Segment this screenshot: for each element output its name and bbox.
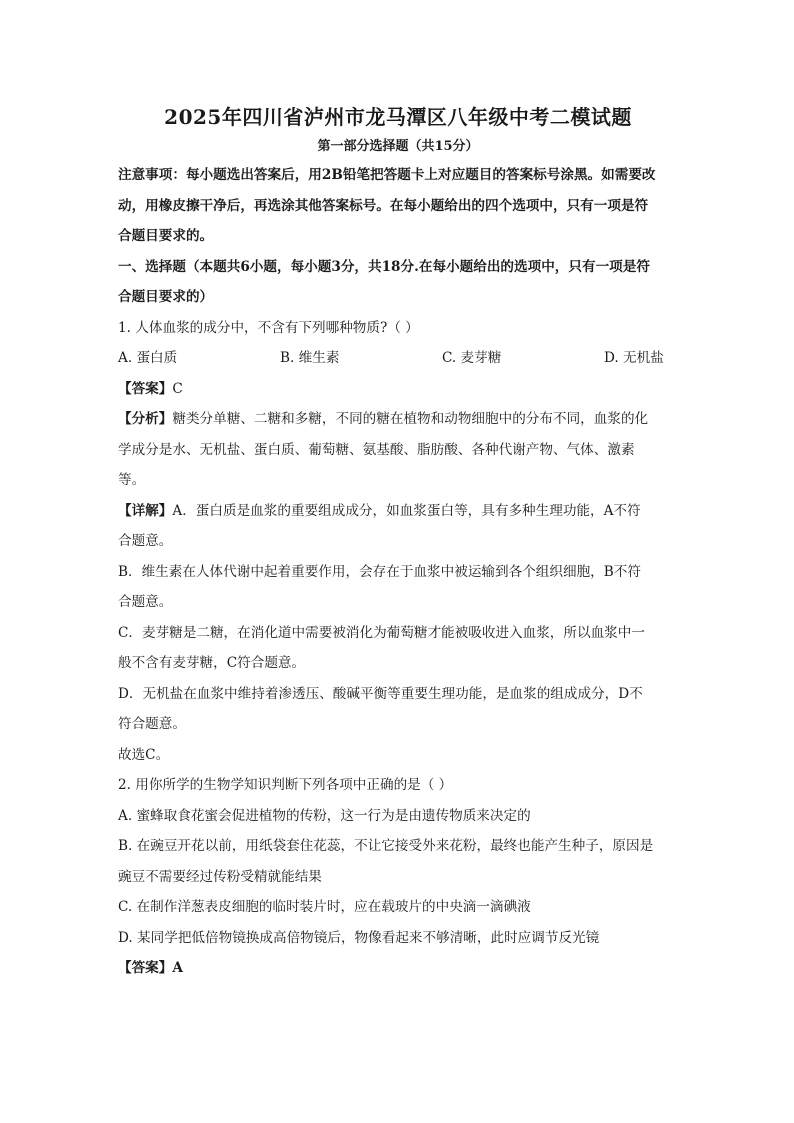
detail-line bbox=[118, 496, 678, 527]
detail-text: A．蛋白质是血浆的重要组成成分，如血浆蛋白等，具有多种生理功能，A不符 bbox=[172, 502, 641, 519]
detail-line: 故选C。 bbox=[118, 746, 170, 763]
detail-line: 合题意。 bbox=[118, 533, 173, 549]
question-1 bbox=[118, 313, 678, 771]
option-d: D. 无机盐 bbox=[604, 350, 664, 366]
question-stem: 2. 用你所学的生物学知识判断下列各项中正确的是（ ） bbox=[118, 777, 453, 793]
analysis-line: 学成分是水、无机盐、蛋白质、葡萄糖、氨基酸、脂肪酸、各种代谢产物、气体、激素 bbox=[118, 441, 635, 458]
detail-line: C．麦芽糖是二糖，在消化道中需要被消化为葡萄糖才能被吸收进入血浆，所以血浆中一 bbox=[118, 624, 645, 641]
analysis-line: 等。 bbox=[118, 472, 146, 488]
option-line: 豌豆不需要经过传粉受精就能结果 bbox=[118, 868, 322, 885]
section-heading bbox=[118, 252, 678, 313]
section-subtitle: 第一部分选择题（共15分） bbox=[317, 139, 479, 154]
option-b: B. 维生素 bbox=[280, 350, 340, 366]
answer-line bbox=[118, 953, 678, 984]
page-content bbox=[118, 100, 678, 984]
option-line: D. 某同学把低倍物镜换成高倍物镜后，物像看起来不够清晰，此时应调节反光镜 bbox=[118, 929, 600, 946]
section-line: 一、选择题（本题共6小题，每小题3分，共18分.在每小题给出的选项中，只有一项是符 bbox=[118, 258, 650, 275]
answer-tag: 【答案】 bbox=[118, 380, 173, 397]
notice-line: 动，用橡皮擦干净后，再选涂其他答案标号。在每小题给出的四个选项中，只有一项是符 bbox=[118, 197, 649, 214]
answer-line bbox=[118, 374, 678, 405]
detail-line: 符合题意。 bbox=[118, 716, 186, 732]
detail-line: 般不含有麦芽糖，C符合题意。 bbox=[118, 655, 306, 671]
page-title: 2025年四川省泸州市龙马潭区八年级中考二模试题 bbox=[164, 105, 632, 129]
option-c: C. 麦芽糖 bbox=[442, 350, 502, 366]
question-stem: 1. 人体血浆的成分中，不含有下列哪种物质?（ ） bbox=[118, 319, 419, 336]
notice-line: 合题目要求的。 bbox=[118, 228, 214, 244]
option-a: A. 蛋白质 bbox=[118, 350, 178, 366]
question-options bbox=[118, 343, 678, 374]
detail-tag: 【详解】 bbox=[118, 502, 173, 519]
analysis-text: 糖类分单糖、二糖和多糖，不同的糖在植物和动物细胞中的分布不同，血浆的化 bbox=[172, 411, 649, 427]
option-line: C. 在制作洋葱表皮细胞的临时装片时，应在载玻片的中央滴一滴碘液 bbox=[118, 899, 531, 915]
option-line: A. 蜜蜂取食花蜜会促进植物的传粉，这一行为是由遗传物质来决定的 bbox=[118, 807, 531, 824]
question-2 bbox=[118, 770, 678, 984]
answer-tag: 【答案】 bbox=[118, 960, 173, 976]
option-line: B. 在豌豆开花以前，用纸袋套住花蕊，不让它接受外来花粉，最终也能产生种子，原因是 bbox=[118, 838, 654, 854]
analysis-tag: 【分析】 bbox=[118, 411, 173, 427]
detail-line: D．无机盐在血浆中维持着渗透压、酸碱平衡等重要生理功能，是血浆的组成成分，D不 bbox=[118, 685, 643, 702]
notice-block bbox=[118, 160, 678, 252]
detail-line: B．维生素在人体代谢中起着重要作用，会存在于血浆中被运输到各个组织细胞，B不符 bbox=[118, 563, 641, 580]
answer-value: A bbox=[172, 960, 183, 976]
analysis-line bbox=[118, 404, 678, 435]
notice-line: 注意事项：每小题选出答案后，用2B铅笔把答题卡上对应题目的答案标号涂黑。如需要改 bbox=[118, 167, 656, 183]
section-line: 合题目要求的） bbox=[118, 289, 214, 305]
detail-line: 合题意。 bbox=[118, 594, 173, 610]
answer-value: C bbox=[172, 380, 183, 397]
